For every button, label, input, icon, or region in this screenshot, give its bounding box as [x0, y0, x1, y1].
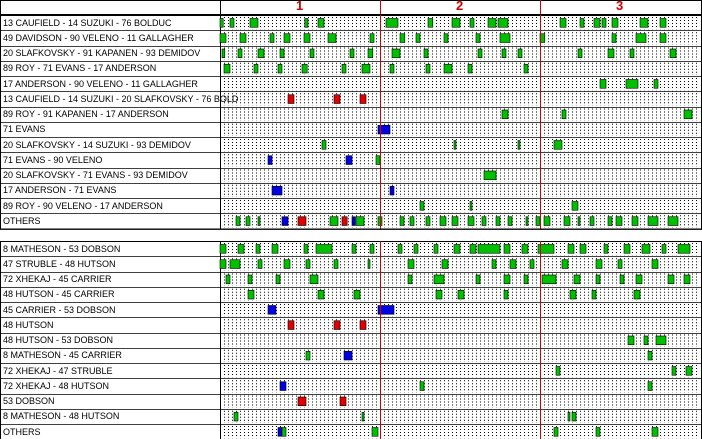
shift-even — [458, 290, 464, 299]
shift-even — [390, 64, 394, 73]
shift-even — [420, 382, 424, 391]
shift-even — [428, 19, 433, 28]
period-label-3: 3 — [616, 0, 624, 13]
shift-even — [316, 245, 332, 254]
shift-even — [562, 110, 566, 119]
shift-pk — [340, 397, 346, 406]
shift-even — [478, 245, 500, 254]
shift-even — [302, 64, 307, 73]
shift-even — [498, 19, 508, 28]
shift-even — [414, 245, 418, 254]
shift-even — [305, 19, 308, 28]
shift-even — [496, 217, 500, 226]
shift-pk — [288, 321, 294, 330]
shift-even — [630, 49, 634, 58]
shift-even — [544, 217, 550, 226]
shift-pp — [346, 156, 352, 165]
shift-even — [454, 141, 456, 150]
shift-pp — [268, 156, 272, 165]
shift-even — [234, 412, 238, 421]
shift-even — [624, 245, 630, 254]
shift-even — [420, 202, 424, 211]
line-label: 17 ANDERSON - 90 VELENO - 11 GALLAGHER — [3, 78, 198, 89]
shift-even — [662, 245, 666, 254]
shift-even — [410, 217, 414, 226]
shift-even — [554, 141, 562, 150]
shift-even — [510, 260, 516, 269]
shift-even — [362, 64, 370, 73]
shift-even — [594, 19, 600, 28]
shift-pk — [334, 95, 340, 104]
line-label: 8 MATHESON - 45 CARRIER — [3, 350, 122, 361]
minute-dots — [225, 274, 697, 286]
shift-even — [504, 275, 510, 284]
shift-even — [306, 351, 310, 360]
line-label: 8 MATHESON - 53 DOBSON — [3, 243, 121, 254]
line-label: 72 XHEKAJ - 48 HUTSON — [3, 380, 110, 391]
shift-even — [656, 336, 666, 345]
shift-even — [476, 275, 480, 284]
shift-even — [426, 217, 430, 226]
line-label: 48 HUTSON — [3, 319, 54, 330]
shift-even — [648, 351, 652, 360]
line-label: 20 SLAFKOVSKY - 91 KAPANEN - 93 DEMIDOV — [3, 48, 201, 58]
shift-even — [468, 64, 472, 73]
line-label: OTHERS — [3, 426, 41, 437]
shift-pp — [280, 382, 286, 391]
shift-even — [318, 19, 324, 28]
shift-even — [434, 245, 438, 254]
minute-dots — [225, 109, 697, 121]
shift-even — [572, 412, 576, 421]
shift-pk — [298, 217, 306, 226]
line-label: 71 EVANS - 90 VELENO — [3, 154, 103, 165]
shift-pp — [378, 125, 390, 134]
shift-pk — [298, 397, 306, 406]
shift-even — [368, 49, 373, 58]
shift-even — [636, 275, 642, 284]
shift-even — [350, 49, 354, 58]
minute-dots — [225, 200, 697, 212]
shift-even — [220, 260, 226, 269]
minute-dots — [225, 17, 697, 29]
shift-even — [508, 217, 512, 226]
shift-even — [654, 80, 658, 89]
shift-pp — [278, 428, 282, 437]
shift-even — [678, 245, 690, 254]
minute-dots — [225, 93, 697, 105]
shift-even — [660, 19, 666, 28]
minute-dots — [225, 319, 697, 331]
shift-even — [502, 49, 506, 58]
period-header-box — [1, 1, 702, 15]
shift-even — [416, 34, 420, 43]
line-label: 53 DOBSON — [3, 396, 55, 406]
line-label: 72 XHEKAJ - 45 CARRIER — [3, 274, 112, 284]
shift-pp — [272, 186, 282, 195]
shift-even — [224, 64, 230, 73]
shift-even — [600, 80, 606, 89]
shift-even — [368, 260, 370, 269]
shift-even — [634, 290, 640, 299]
shift-even — [254, 64, 258, 73]
shift-even — [444, 64, 452, 73]
shift-even — [596, 260, 602, 269]
shift-even — [618, 260, 622, 269]
shift-even — [372, 428, 378, 437]
minute-dots — [225, 63, 697, 75]
shift-even — [310, 49, 314, 58]
shift-even — [590, 217, 594, 226]
shift-pp — [352, 217, 355, 226]
shift-even — [236, 217, 240, 226]
line-label: 47 STRUBLE - 48 HUTSON — [3, 258, 116, 269]
shift-even — [668, 217, 678, 226]
shift-even — [408, 260, 414, 269]
shift-even — [220, 19, 223, 28]
shift-even — [626, 80, 638, 89]
shift-even — [668, 275, 674, 284]
shift-even — [670, 49, 676, 58]
shift-even — [246, 217, 250, 226]
shift-even — [444, 34, 448, 43]
minute-dots — [225, 215, 697, 227]
shift-even — [248, 290, 254, 299]
shift-even — [522, 245, 528, 254]
shift-even — [620, 275, 624, 284]
minute-dots — [225, 350, 697, 362]
shift-even — [322, 141, 326, 150]
shift-even — [250, 19, 258, 28]
shift-even — [648, 217, 658, 226]
shift-even — [578, 49, 582, 58]
shift-even — [306, 260, 310, 269]
shift-even — [602, 19, 606, 28]
line-label: 13 CAUFIELD - 14 SUZUKI - 20 SLAFKOVSKY - 76 BOLD — [3, 93, 239, 104]
shift-even — [608, 49, 614, 58]
shift-pp — [282, 217, 288, 226]
shift-even — [284, 34, 290, 43]
shift-even — [604, 245, 608, 254]
shift-even — [240, 34, 246, 43]
shift-even — [328, 34, 336, 43]
shift-even — [652, 260, 658, 269]
shift-even — [608, 217, 612, 226]
shift-even — [470, 19, 474, 28]
shift-even — [452, 217, 458, 226]
shift-pk — [342, 217, 347, 226]
minute-dots — [225, 426, 697, 438]
shift-even — [248, 275, 252, 284]
shift-even — [370, 245, 374, 254]
shift-even — [400, 217, 404, 226]
shift-even — [370, 34, 374, 43]
shift-even — [554, 428, 558, 437]
shift-even — [642, 245, 650, 254]
shift-even — [276, 275, 280, 284]
shift-even — [616, 217, 622, 226]
shift-even — [452, 19, 460, 28]
shift-even — [426, 64, 430, 73]
shift-even — [518, 49, 522, 58]
shift-even — [492, 260, 496, 269]
shift-even — [356, 217, 364, 226]
shift-even — [258, 260, 262, 269]
minute-dots — [225, 32, 697, 44]
shift-even — [502, 110, 508, 119]
shift-even — [304, 245, 308, 254]
shift-even — [226, 275, 230, 284]
shift-even — [310, 275, 318, 284]
shift-even — [564, 217, 570, 226]
minute-dots — [225, 335, 697, 347]
shift-even — [524, 275, 528, 284]
shift-pk — [334, 321, 340, 330]
shift-even — [436, 290, 442, 299]
shift-even — [468, 217, 474, 226]
shift-even — [652, 428, 658, 437]
shift-even — [238, 245, 244, 254]
shift-even — [628, 336, 634, 345]
shift-even — [318, 290, 324, 299]
shift-even — [222, 49, 225, 58]
shift-even — [352, 245, 356, 254]
shift-pk — [288, 95, 294, 104]
shift-even — [282, 428, 286, 437]
shift-even — [434, 275, 444, 284]
line-label: 45 CARRIER - 53 DOBSON — [3, 304, 116, 315]
shift-even — [408, 275, 412, 284]
line-label: 72 XHEKAJ - 47 STRUBLE — [3, 365, 113, 376]
minute-dots — [225, 380, 697, 392]
shift-even — [592, 290, 596, 299]
shift-even — [484, 171, 496, 180]
shift-even — [578, 217, 580, 226]
line-label: 89 ROY - 90 VELENO - 17 ANDERSON — [3, 200, 163, 211]
line-label: 20 SLAFKOVSKY - 14 SUZUKI - 93 DEMIDOV — [3, 139, 191, 150]
shift-even — [386, 19, 398, 28]
shift-even — [526, 217, 528, 226]
shift-even — [684, 110, 692, 119]
shift-even — [284, 260, 290, 269]
minute-dots — [225, 139, 697, 151]
shift-even — [454, 245, 460, 254]
minute-dots — [225, 304, 697, 316]
shift-even — [230, 19, 234, 28]
shift-even — [400, 34, 405, 43]
shift-even — [524, 64, 528, 73]
shift-even — [648, 382, 652, 391]
minute-dots — [225, 48, 697, 60]
line-label: 89 ROY - 71 EVANS - 17 ANDERSON — [3, 63, 157, 74]
shift-even — [580, 245, 586, 254]
shift-even — [376, 156, 380, 165]
shift-even — [220, 245, 226, 254]
shift-even — [478, 49, 482, 58]
shift-even — [580, 19, 584, 28]
shift-even — [280, 49, 284, 58]
shift-even — [518, 141, 520, 150]
shift-even — [482, 217, 486, 226]
shift-even — [632, 217, 638, 226]
shift-even — [672, 367, 676, 376]
line-label: OTHERS — [3, 215, 41, 226]
line-label: 8 MATHESON - 48 HUTSON — [3, 411, 120, 422]
minute-dots — [225, 365, 697, 377]
minute-dots — [225, 170, 697, 182]
minute-dots — [225, 258, 697, 270]
shift-even — [470, 202, 472, 211]
shift-even — [504, 290, 508, 299]
shift-even — [354, 290, 360, 299]
shift-even — [636, 34, 646, 43]
shift-even — [500, 34, 510, 43]
shift-even — [574, 275, 580, 284]
shift-even — [644, 336, 648, 345]
shift-even — [258, 49, 264, 58]
line-label: 20 SLAFKOVSKY - 71 EVANS - 93 DEMIDOV — [3, 170, 188, 180]
shift-even — [660, 34, 666, 43]
shift-even — [556, 367, 560, 376]
shift-even — [612, 34, 616, 43]
shift-even — [442, 260, 448, 269]
shift-even — [560, 19, 566, 28]
shift-even — [392, 49, 400, 58]
shift-even — [470, 245, 476, 254]
shift-even — [272, 245, 278, 254]
shift-even — [542, 275, 556, 284]
minute-dots — [225, 411, 697, 423]
shift-even — [684, 275, 690, 284]
shift-even — [278, 64, 282, 73]
period-label-2: 2 — [456, 0, 464, 13]
shift-even — [530, 260, 534, 269]
shift-even — [334, 260, 338, 269]
shift-even — [230, 260, 240, 269]
minute-dots — [225, 185, 697, 197]
minute-dots — [225, 396, 697, 408]
shift-even — [270, 34, 274, 43]
shift-even — [238, 49, 242, 58]
shift-even — [572, 202, 578, 211]
shift-even — [440, 217, 446, 226]
shift-even — [398, 245, 402, 254]
shift-even — [612, 19, 618, 28]
shift-even — [596, 428, 600, 437]
shift-even — [258, 217, 260, 226]
shift-even — [362, 412, 364, 421]
shift-even — [596, 275, 600, 284]
shift-pk — [360, 95, 366, 104]
period-label-1: 1 — [296, 0, 304, 13]
shift-even — [640, 19, 648, 28]
shift-even — [568, 412, 570, 421]
minute-dots — [225, 154, 697, 166]
shift-pp — [390, 186, 394, 195]
line-label: 49 DAVIDSON - 90 VELENO - 11 GALLAGHER — [3, 32, 194, 43]
shift-even — [424, 49, 428, 58]
shift-even — [488, 19, 496, 28]
shift-even — [562, 260, 568, 269]
minute-dots — [225, 124, 697, 136]
shift-even — [342, 64, 346, 73]
line-label: 89 ROY - 91 KAPANEN - 17 ANDERSON — [3, 109, 169, 119]
shift-even — [256, 245, 260, 254]
line-label: 71 EVANS — [3, 124, 46, 135]
shift-even — [504, 245, 510, 254]
line-label: 17 ANDERSON - 71 EVANS — [3, 185, 117, 196]
line-label: 48 HUTSON - 45 CARRIER — [3, 289, 115, 300]
shift-even — [220, 34, 226, 43]
shift-pk — [360, 321, 366, 330]
shift-pp — [268, 306, 276, 315]
shift-pp — [344, 351, 352, 360]
shift-even — [568, 245, 574, 254]
shift-even — [476, 34, 480, 43]
line-label: 13 CAUFIELD - 14 SUZUKI - 76 BOLDUC — [3, 17, 172, 28]
shift-even — [304, 34, 310, 43]
shift-even — [570, 290, 576, 299]
shift-even — [330, 217, 338, 226]
shift-even — [536, 217, 540, 226]
shift-even — [686, 367, 692, 376]
line-label: 48 HUTSON - 53 DOBSON — [3, 335, 114, 345]
